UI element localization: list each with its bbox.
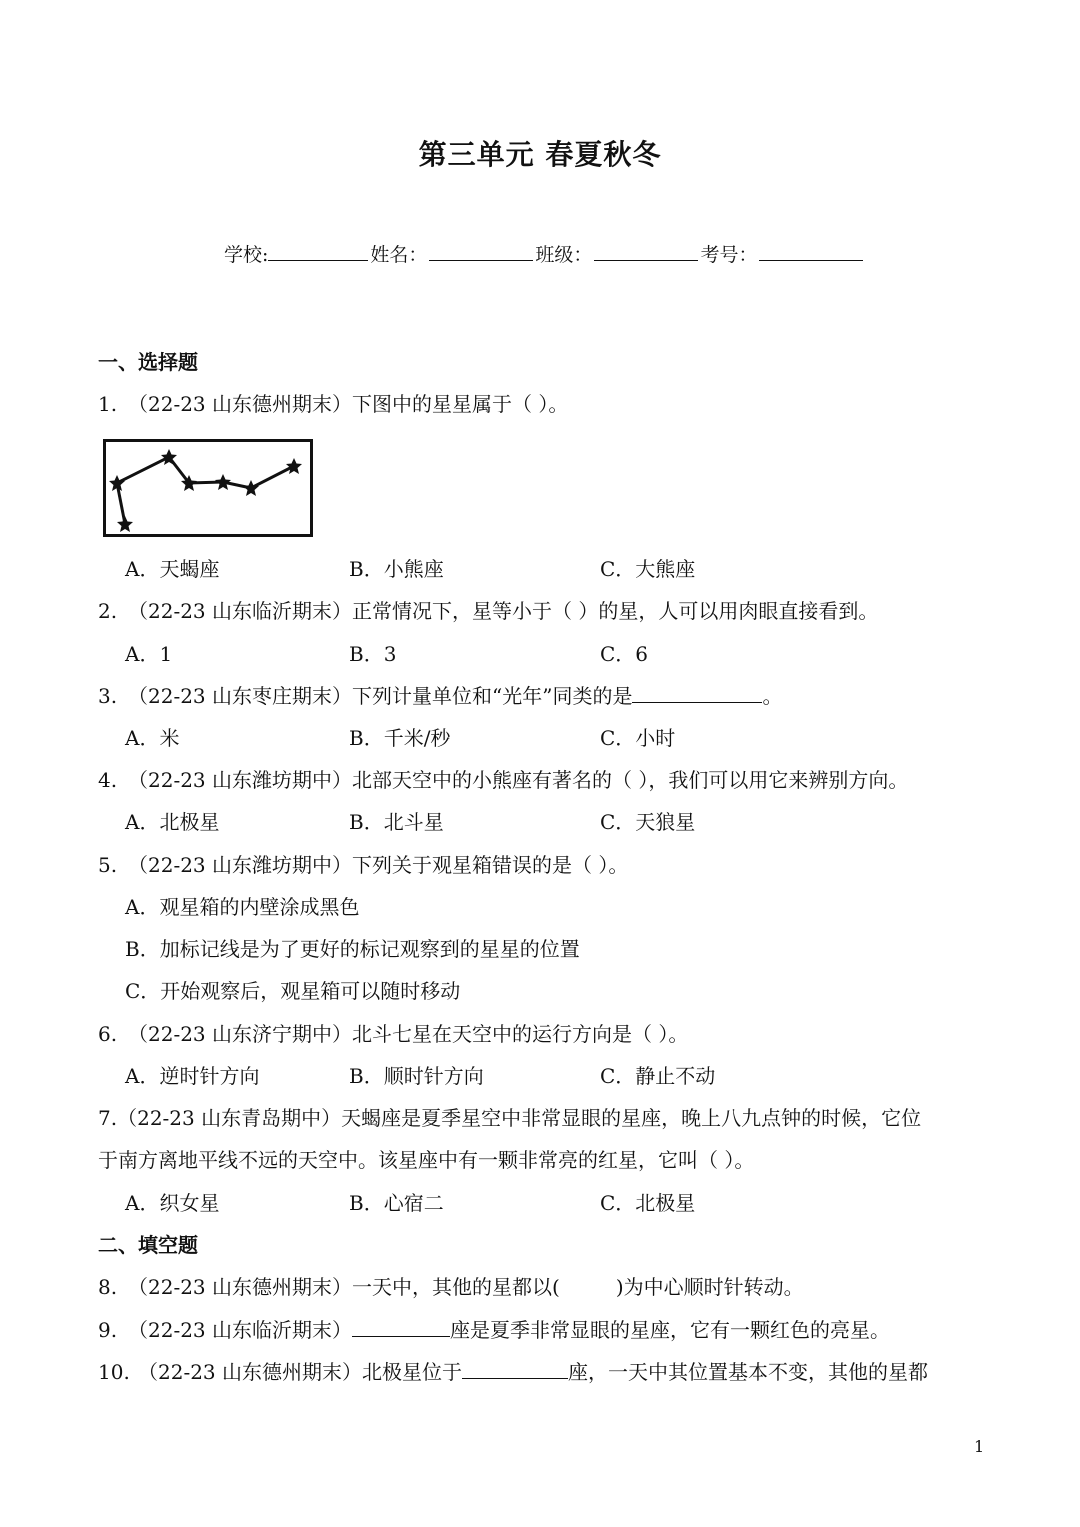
option-b[interactable]: B．加标记线是为了更好的标记观察到的星星的位置	[125, 937, 580, 961]
question-1	[98, 388, 568, 417]
question-number: 1.	[98, 392, 118, 416]
question-3	[98, 680, 782, 709]
answer-blank[interactable]	[462, 1358, 568, 1379]
name-label: 姓名：	[370, 244, 428, 266]
answer-blank[interactable]	[632, 682, 762, 703]
class-label: 班级：	[535, 244, 593, 266]
question-number: 8.	[98, 1275, 118, 1299]
option-b[interactable]: B．千米/秒	[349, 726, 451, 750]
option-b[interactable]: B．小熊座	[349, 557, 444, 581]
question-number: 3.	[98, 684, 118, 708]
option-c[interactable]: C．6	[600, 642, 649, 666]
question-10	[98, 1356, 928, 1385]
option-a[interactable]: A．天蝎座	[125, 557, 220, 581]
question-8	[98, 1271, 804, 1300]
question-text: （22-23 山东德州期末）一天中，其他的星都以(	[128, 1275, 560, 1299]
question-number: 5.	[98, 853, 118, 877]
school-label: 学校:	[224, 244, 269, 266]
question-text-end: 。	[762, 684, 783, 708]
student-info-line	[224, 238, 865, 267]
option-c[interactable]: C．天狼星	[600, 810, 696, 834]
answer-blank[interactable]	[352, 1316, 450, 1337]
question-text: （22-23 山东德州期末）北极星位于	[138, 1360, 463, 1384]
class-blank	[594, 238, 698, 261]
option-a[interactable]: A．1	[125, 642, 173, 666]
question-text: （22-23 山东潍坊期中）北部天空中的小熊座有著名的（ ），我们可以用它来辨别方向。	[128, 768, 909, 792]
school-blank	[268, 238, 368, 261]
question-text: （22-23 山东枣庄期末）下列计量单位和“光年”同类的是	[128, 684, 633, 708]
question-7-line-2: 于南方离地平线不远的天空中。该星座中有一颗非常亮的红星，它叫（ ）。	[98, 1148, 755, 1172]
question-text-end: 座是夏季非常显眼的星座，它有一颗红色的亮星。	[450, 1318, 891, 1342]
question-number: 4.	[98, 768, 118, 792]
option-a[interactable]: A．逆时针方向	[125, 1064, 260, 1088]
question-text: （22-23 山东青岛期中）天蝎座是夏季星空中非常显眼的星座，晚上八九点钟的时候，它位	[117, 1106, 922, 1130]
question-text-end: 座，一天中其位置基本不变，其他的星都	[568, 1360, 929, 1384]
question-number: 9.	[98, 1318, 118, 1342]
option-c[interactable]: C．开始观察后，观星箱可以随时移动	[125, 979, 461, 1003]
option-b[interactable]: B．3	[349, 642, 397, 666]
option-c[interactable]: C．静止不动	[600, 1064, 716, 1088]
question-number: 10.	[98, 1360, 130, 1384]
question-number: 6.	[98, 1022, 118, 1046]
option-a[interactable]: A．米	[125, 726, 180, 750]
exam-number-label: 考号：	[700, 244, 758, 266]
option-b[interactable]: B．北斗星	[349, 810, 444, 834]
question-text: （22-23 山东临沂期末）	[128, 1318, 353, 1342]
question-number: 7.	[98, 1106, 118, 1130]
option-a[interactable]: A．织女星	[125, 1191, 220, 1215]
page-number: 1	[974, 1437, 985, 1456]
question-7	[98, 1102, 921, 1131]
constellation-figure	[103, 439, 313, 537]
option-c[interactable]: C．小时	[600, 726, 676, 750]
question-number: 2.	[98, 599, 118, 623]
option-a[interactable]: A．观星箱的内壁涂成黑色	[125, 895, 360, 919]
question-text: （22-23 山东济宁期中）北斗七星在天空中的运行方向是（ ）。	[128, 1022, 689, 1046]
name-blank	[429, 238, 533, 261]
question-5	[98, 849, 628, 878]
option-b[interactable]: B．顺时针方向	[349, 1064, 484, 1088]
question-6	[98, 1018, 688, 1047]
exam-number-blank	[759, 238, 863, 261]
section-heading-choice: 一、选择题	[98, 350, 198, 374]
question-9	[98, 1314, 890, 1343]
question-2	[98, 595, 878, 624]
page-title: 第三单元 春夏秋冬	[418, 138, 662, 171]
option-a[interactable]: A．北极星	[125, 810, 220, 834]
option-b[interactable]: B．心宿二	[349, 1191, 444, 1215]
question-text-end: )为中心顺时针转动。	[615, 1275, 804, 1299]
section-heading-fill: 二、填空题	[98, 1233, 198, 1257]
question-text: （22-23 山东德州期末）下图中的星星属于（ ）。	[128, 392, 569, 416]
option-c[interactable]: C．大熊座	[600, 557, 696, 581]
question-4	[98, 764, 908, 793]
question-text: （22-23 山东潍坊期中）下列关于观星箱错误的是（ ）。	[128, 853, 629, 877]
question-text: （22-23 山东临沂期末）正常情况下，星等小于（ ）的星，人可以用肉眼直接看到。	[128, 599, 879, 623]
option-c[interactable]: C．北极星	[600, 1191, 696, 1215]
